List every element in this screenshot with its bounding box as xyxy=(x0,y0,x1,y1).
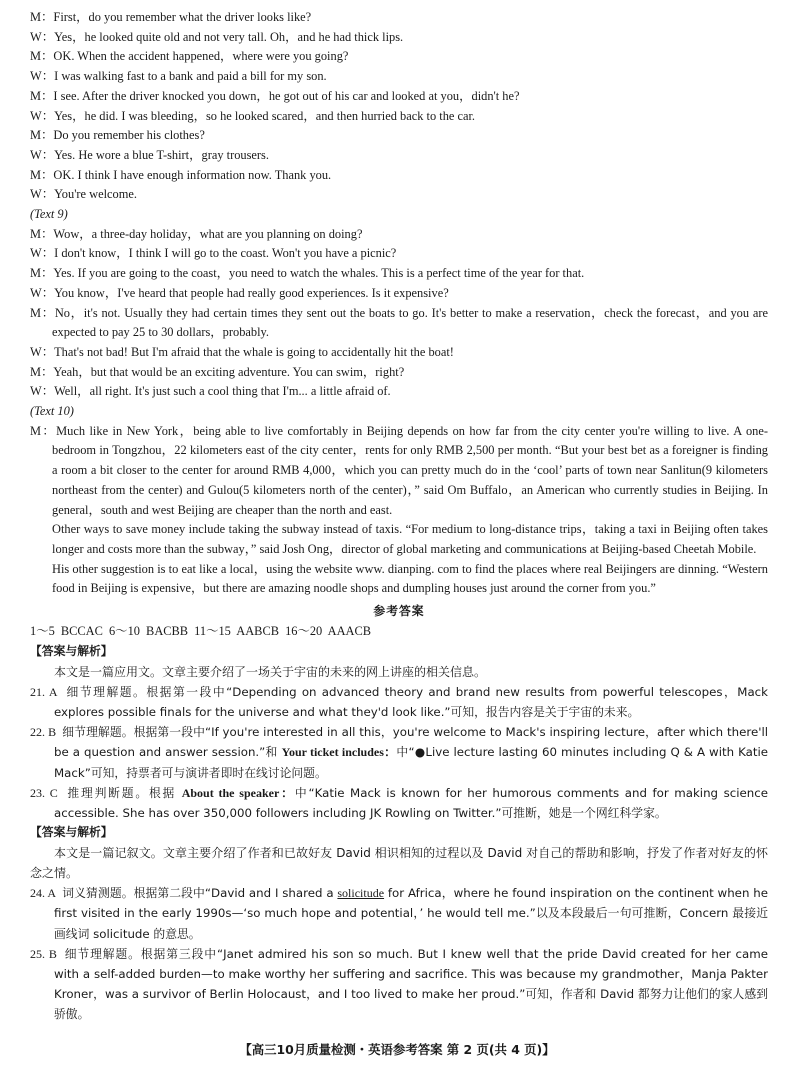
dialogue-text: Yeah，but that would be an exciting adventure. You can swim，right? xyxy=(53,364,405,379)
text8-line xyxy=(30,107,768,127)
speaker-label: M： xyxy=(30,266,54,281)
text9-line xyxy=(30,264,768,284)
dialogue-text9 xyxy=(30,225,768,402)
question-21: 21. A 细节理解题。根据第一段中“Depending on advanced theory and brand new results from powerful telescopes，Mack explores possible finals for the universe and what they'd look like.”可知，报告内容是关于宇宙的未来。 xyxy=(30,684,768,719)
question-25: 25. B 细节理解题。根据第三段中“Janet admired his son so much. But I knew well that the pride David created for her came with a self-added burden—to make worthy her suffering and sacrifice. This was because my grandmother，Manja Pakter Kroner，was a survivor of Berlin Holocaust，and I too lived to make her proud.”可知，作者和 David 都努力让他们的家人感到骄傲。 xyxy=(30,946,768,1022)
dialogue-text: Wow，a three-day holiday，what are you planning on doing? xyxy=(53,226,363,241)
dialogue-text: Yes. He wore a blue T-shirt，gray trousers. xyxy=(54,147,269,162)
speaker-label: M： xyxy=(30,226,54,241)
page-content xyxy=(30,8,768,1025)
dialogue-text: First，do you remember what the driver looks like? xyxy=(53,10,312,24)
speaker-label: W： xyxy=(30,246,55,261)
text9-line xyxy=(30,363,768,383)
dialogue-text: Yes，he did. I was bleeding，so he looked scared，and then hurried back to the car. xyxy=(54,108,476,123)
dialogue-text: I was walking fast to a bank and paid a bill for my son. xyxy=(54,69,327,84)
speaker-label: W： xyxy=(30,108,55,123)
text8-line xyxy=(30,185,768,205)
text9-line xyxy=(30,343,768,363)
dialogue-text: That's not bad! But I'm afraid that the whale is going to accidentally hit the boat! xyxy=(54,344,454,359)
speaker-label: M： xyxy=(30,49,54,64)
text10-paragraph-3: His other suggestion is to eat like a local，using the website www. dianping. com to find the places where real Beijingers are dinning. “Western food in Beijing is expensive，but there are amazing noodle shops and dumpling houses just around the corner from you.” xyxy=(52,561,768,596)
text8-line xyxy=(30,166,768,186)
section2-header: 【答案与解析】 xyxy=(30,825,113,840)
dialogue-text: No，it's not. Usually they had certain times they sent out the boats to go. It's better to make a reservation，check the forecast，and you are expected to pay 25 to 30 dollars，probably. xyxy=(52,305,768,340)
speaker-label: M： xyxy=(30,10,54,24)
text9-line xyxy=(30,284,768,304)
speaker-label: W： xyxy=(30,187,55,202)
dialogue-text: Yes. If you are going to the coast，you need to watch the whales. This is a perfect time of the year for that. xyxy=(53,266,585,281)
speaker-label: M： xyxy=(30,88,54,103)
text8-line xyxy=(30,8,768,28)
text8-line xyxy=(30,146,768,166)
dialogue-text: I see. After the driver knocked you down，he got out of his car and looked at you，didn't he? xyxy=(53,88,520,103)
dialogue-text: Well，all right. It's just such a cool thing that I'm... a little afraid of. xyxy=(54,384,391,399)
text8-line xyxy=(30,87,768,107)
speaker-label: M： xyxy=(30,167,54,182)
question-23: 23. C 推理判断题。根据 About the speaker：中“Katie Mack is known for her humorous comments and for making science accessible. She has over 350,000 followers including JK Rowling on Twitter.”可推断，她是一个网红科学家。 xyxy=(30,785,768,820)
dialogue-text: Do you remember his clothes? xyxy=(53,128,205,143)
section1-header: 【答案与解析】 xyxy=(30,643,113,658)
text10-block xyxy=(30,422,768,599)
text8-line xyxy=(30,67,768,87)
text9-line xyxy=(30,225,768,245)
dialogue-text: Yes，he looked quite old and not very tall. Oh，and he had thick lips. xyxy=(54,29,404,44)
text9-line xyxy=(30,244,768,264)
section1-intro: 本文是一篇应用文。文章主要介绍了一场关于宇宙的未来的网上讲座的相关信息。 xyxy=(54,664,487,679)
page-footer: 【高三10月质量检测・英语参考答案 第 2 页(共 4 页)】 xyxy=(239,1042,555,1057)
speaker-label: W： xyxy=(30,147,55,162)
speaker-label: W： xyxy=(30,285,55,300)
dialogue-text: OK. When the accident happened，where were you going? xyxy=(53,49,349,64)
text8-line xyxy=(30,28,768,48)
speaker-label: M： xyxy=(30,305,55,320)
text8-line xyxy=(30,47,768,67)
text9-label: (Text 9) xyxy=(30,207,68,222)
text8-line xyxy=(30,126,768,146)
text10-paragraph-1: M：Much like in New York，being able to live comfortably in Beijing depends on how far from the city center you're willing to live. A one-bedroom in Tongzhou，22 kilometers east of the city center，rents for only RMB 2,500 per month. “But your best bet as a foreigner is finding a room a bit closer to the center for around RMB 4,000，which you can pretty much do in the ‘cool’ parts of town near Sanlitun(9 kilometers northeast from the center) and Gulou(5 kilometers north of the center)，” said Om Buffalo，an American who currently studies in Beijing. In general，south and west Beijing are cheaper than the north and east. xyxy=(30,423,768,517)
text9-line xyxy=(30,304,768,343)
speaker-label: W： xyxy=(30,384,55,399)
dialogue-text8 xyxy=(30,8,768,205)
answer-title: 参考答案 xyxy=(373,604,425,619)
section2-intro: 本文是一篇记叙文。文章主要介绍了作者和已故好友 David 相识相知的过程以及 David 对自己的帮助和影响，抒发了作者对好友的怀念之情。 xyxy=(30,845,768,881)
dialogue-text: You're welcome. xyxy=(54,187,137,202)
text9-line xyxy=(30,382,768,402)
speaker-label: M： xyxy=(30,128,54,143)
question-24: 24. A 词义猜测题。根据第二段中“David and I shared a solicitude for Africa，where he found inspiration on the continent when he first visited in the early 1990s—‘so much hope and potential，’ he would tell me.”以及本段最后一句可推断，Concern 最接近画线词 solicitude 的意思。 xyxy=(30,886,768,941)
speaker-label: W： xyxy=(30,29,55,44)
answer-key-line: 1～5 BCCAC 6～10 BACBB 11～15 AABCB 16～20 AAACB xyxy=(30,624,372,639)
dialogue-text: You know，I've heard that people had really good experiences. Is it expensive? xyxy=(54,285,449,300)
speaker-label: M： xyxy=(30,364,54,379)
text10-label: (Text 10) xyxy=(30,404,74,419)
question-22: 22. B 细节理解题。根据第一段中“If you're interested in all this，you're welcome to Mack's inspiring lecture，after which there'll be a question and answer session.”和 Your ticket includes：中“●Live lecture lasting 60 minutes including Q & A with Katie Mack”可知，持票者可与演讲者即时在线讨论问题。 xyxy=(30,725,769,780)
text10-paragraph-2: Other ways to save money include taking the subway instead of taxis. “For medium to long-distance trips，taking a taxi in Beijing often takes longer and costs more than the subway，” said Josh Ong，director of global marketing and communications at Beijing-based Cheetah Mobile. xyxy=(52,522,768,556)
dialogue-text: I don't know，I think I will go to the coast. Won't you have a picnic? xyxy=(54,246,397,261)
speaker-label: W： xyxy=(30,69,55,84)
dialogue-text: OK. I think I have enough information now. Thank you. xyxy=(53,167,332,182)
speaker-label: W： xyxy=(30,344,55,359)
